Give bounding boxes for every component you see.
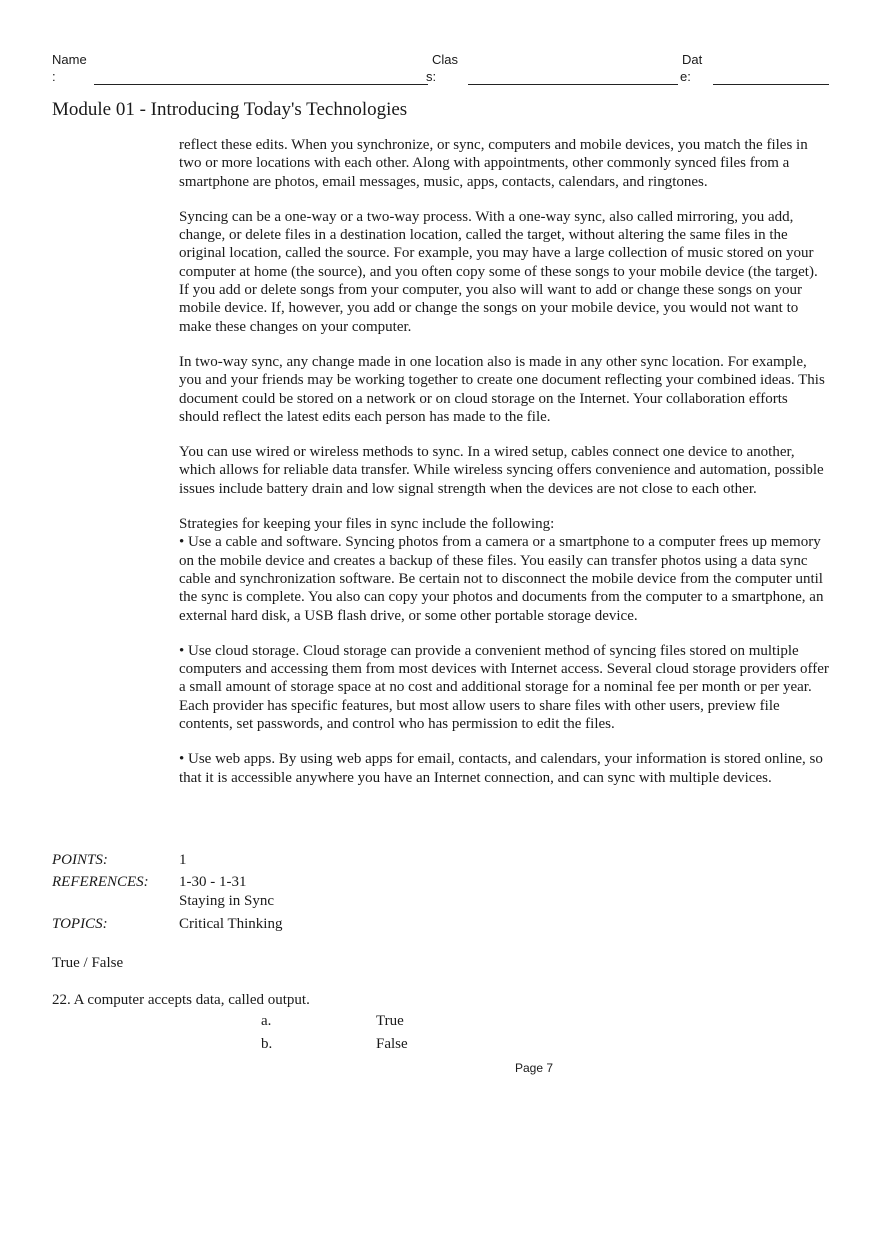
class-label: Clas [432,52,459,67]
paragraph: Syncing can be a one-way or a two-way process. With a one-way sync, also called mirroring, you add, change, or delete files in a destination location, called the target, without altering the same files in the original location, called the source. For example, you may have a large collection of music stored on your computer at home (the source), and you often copy some of these songs to your mobile device (the target). If you add or delete songs from your computer, you also will want to add or change these songs on your mobile device. If, however, you add or change the songs on your mobile device, you would not want to make these changes on your computer. [179,208,818,335]
points-row [52,851,452,871]
bullet-item: • Use a cable and software. Syncing photos from a camera or a smartphone to a computer frees up memory on the mobile device and creates a backup of these files. You easily can transfer photos using a data sync cable and synchronization software. Be certain not to disconnect the mobile device from the computer until the sync is complete. You also can copy your photos and documents from the computer to a smartphone, an external hard disk, a USB flash drive, or some other portable storage device. [179,534,824,624]
choice-b-letter: b. [261,1036,273,1052]
bullet-item: • Use cloud storage. Cloud storage can provide a convenient method of syncing files stored on multiple computers and accessing them from most devices with Internet access. Several cloud storage providers offer a small amount of storage space at no cost and additional storage for a nominal fee per month or per year. Each provider has specific features, but most allow users to share files with other users, preview file contents, set passwords, and control who has permission to edit the files. [179,642,829,733]
choice-b-text[interactable]: False [376,1036,408,1052]
question-type-heading: True / False [52,955,124,971]
date-label: Dat [682,52,703,67]
date-label-suffix: e: [680,69,691,84]
points-value: 1 [179,852,187,868]
paragraph: You can use wired or wireless methods to sync. In a wired setup, cables connect one device to another, which allows for reliable data transfer. While wireless syncing offers convenience and automation, possible issues include battery drain and low signal strength when the devices are not close to each other. [179,444,824,497]
topics-value: Critical Thinking [179,916,283,932]
paragraph: reflect these edits. When you synchronize, or sync, computers and mobile devices, you match the files in two or more locations with each other. Along with appointments, other commonly synced files from a smartphone are photos, email messages, music, apps, contacts, calendars, and ringtones. [179,137,808,190]
page-number-label: Page 7 [515,1061,554,1075]
references-row [52,873,452,913]
references-label: REFERENCES: [52,874,149,890]
bullet-item: • Use web apps. By using web apps for email, contacts, and calendars, your information is stored online, so that it is accessible anywhere you have an Internet connection, and can sync with multiple devices. [179,751,823,786]
class-label-suffix: s: [426,69,437,84]
name-label: Name [52,52,87,67]
class-field[interactable] [468,84,678,85]
references-section: Staying in Sync [179,893,275,909]
name-field[interactable] [94,84,428,85]
paragraph: In two-way sync, any change made in one location also is made in any other sync location. For example, you and your friends may be working together to create one document reflecting your combined ideas. This document could be stored on a network or on cloud storage on the Internet. Your collaboration efforts should reflect the latest edits each person has made to the file. [179,353,825,425]
topics-label: TOPICS: [52,916,108,932]
topics-row [52,915,452,935]
question-text: 22. A computer accepts data, called output. [52,992,310,1008]
question-explanation [179,136,829,787]
paragraph: Strategies for keeping your files in sync include the following: [179,516,555,533]
references-value: 1-30 - 1-31 [179,874,247,890]
points-label: POINTS: [52,852,108,868]
choice-a-text[interactable]: True [376,1013,404,1029]
choice-a-letter: a. [261,1013,272,1029]
module-title: Module 01 - Introducing Today's Technologies [52,99,408,120]
name-label-colon: : [52,69,56,84]
date-field[interactable] [713,84,829,85]
